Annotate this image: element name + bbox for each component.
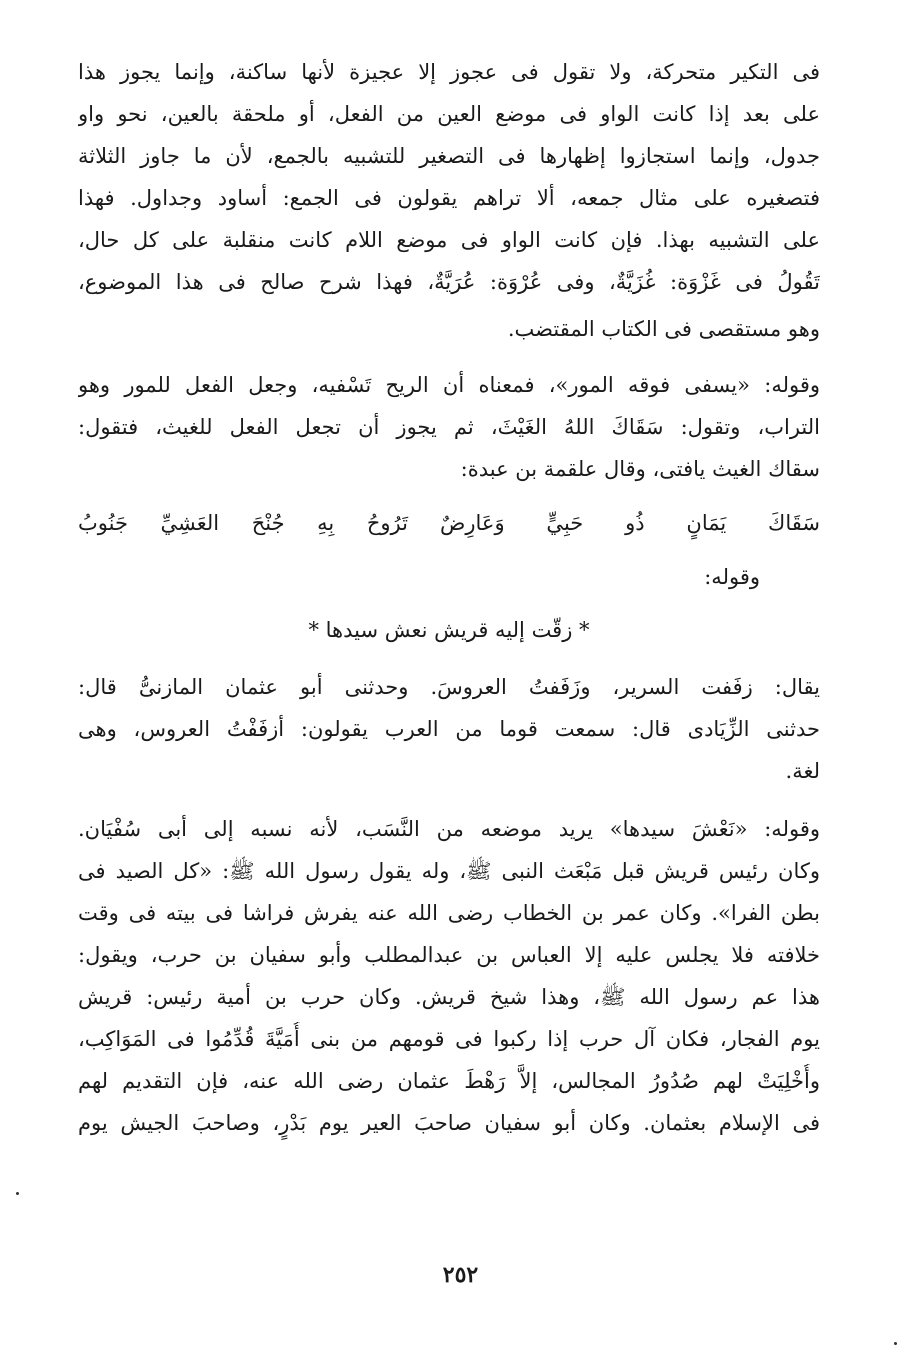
text-line: فتصغيره على مثال جمعه، ألا تراهم يقولون فى الجمع: أساود وجداول. فهذا xyxy=(78,186,820,210)
text-line: فى التكير متحركة، ولا تقول فى عجوز إلا عجيزة لأنها ساكنة، وإنما يجوز هذا xyxy=(78,60,820,84)
verse-second-hemistich: تَرُوحُ بِهِ جُنْحَ العَشِيِّ جَنُوبُ xyxy=(78,511,408,535)
text-line: فى الإسلام بعثمان. وكان أبو سفيان صاحبَ العير يوم بَدْرٍ، وصاحبَ الجيش يوم xyxy=(78,1111,820,1135)
text-line: سقاك الغيث يافتى، وقال علقمة بن عبدة: xyxy=(460,457,820,481)
text-line: وهو مستقصى فى الكتاب المقتضب. xyxy=(507,317,820,341)
text-line: يوم الفجار، فكان آل حرب إذا ركبوا فى قومهم من بنى أُمَيَّةَ قُدِّمُوا فى المَوَاكِب، xyxy=(78,1027,820,1051)
text-line: وأُخْلِيَتْ لهم صُدُورُ المجالس، إلاَّ رَهْطَ عثمان رضى الله عنه، فإن التقديم لهم xyxy=(78,1069,820,1093)
text-line: خلافته فلا يجلس عليه إلا العباس بن عبدالمطلب وأبو سفيان بن حرب، ويقول: xyxy=(78,943,820,967)
text-line: التراب، وتقول: سَقَاكَ اللهُ الغَيْثَ، ثم يجوز أن تجعل الفعل للغيث، فتقول: xyxy=(78,415,820,439)
text-line: على التشبيه بهذا. فإن كانت الواو فى موضع اللام كانت منقلبة على كل حال، xyxy=(78,228,820,252)
page-number: ٢٥٢ xyxy=(442,1262,479,1288)
text-line: جدول، وإنما استجازوا إظهارها فى التصغير للتشبيه بالجمع، لأن ما جاوز الثلاثة xyxy=(78,144,820,168)
text-line: وقوله: xyxy=(704,565,760,589)
scan-speck xyxy=(894,1342,897,1345)
text-line: بطن الفرا». وكان عمر بن الخطاب رضى الله عنه يفرش فراشا فى بيته فى وقت xyxy=(78,901,820,925)
text-line: يقال: زفَفت السرير، وزَفَفتُ العروسَ. وحدثنى أبو عثمان المازنىُّ قال: xyxy=(78,675,820,699)
text-line: لغة. xyxy=(785,759,820,783)
quoted-hemistich: * زقّت إليه قريش نعش سيدها * xyxy=(308,618,590,642)
text-line: وقوله: «نَعْشَ سيدها» يريد موضعه من النَّسَب، لأنه نسبه إلى أبى سُفْيَان. xyxy=(78,817,820,841)
text-line: حدثنى الزِّيَادى قال: سمعت قوما من العرب يقولون: أزفَفْتُ العروس، وهى xyxy=(78,717,820,741)
poetry-verse xyxy=(78,506,820,540)
text-line: على بعد إذا كانت الواو فى موضع العين من الفعل، أو ملحقة بالعين، نحو واو xyxy=(78,102,820,126)
text-line: تَقُولُ فى غَزْوَة: غُزَيَّةٌ، وفى عُرْوَة: عُرَيَّةٌ، فهذا شرح صالح فى هذا الموضوع، xyxy=(78,270,820,294)
text-line: وقوله: «يسفى فوقه المور»، فمعناه أن الريح تَسْفيه، وجعل الفعل للمور وهو xyxy=(78,373,820,397)
scan-speck xyxy=(16,1192,19,1195)
text-line: وكان رئيس قريش قبل مَبْعَث النبى ﷺ، وله يقول رسول الله ﷺ: «كل الصيد فى xyxy=(78,859,820,883)
verse-first-hemistich: سَقَاكَ يَمَانٍ ذُو حَبِيٍّ وَعَارِضٌ xyxy=(440,511,820,535)
text-line: هذا عم رسول الله ﷺ، وهذا شيخ قريش. وكان حرب بن أمية رئيس: قريش xyxy=(78,985,820,1009)
